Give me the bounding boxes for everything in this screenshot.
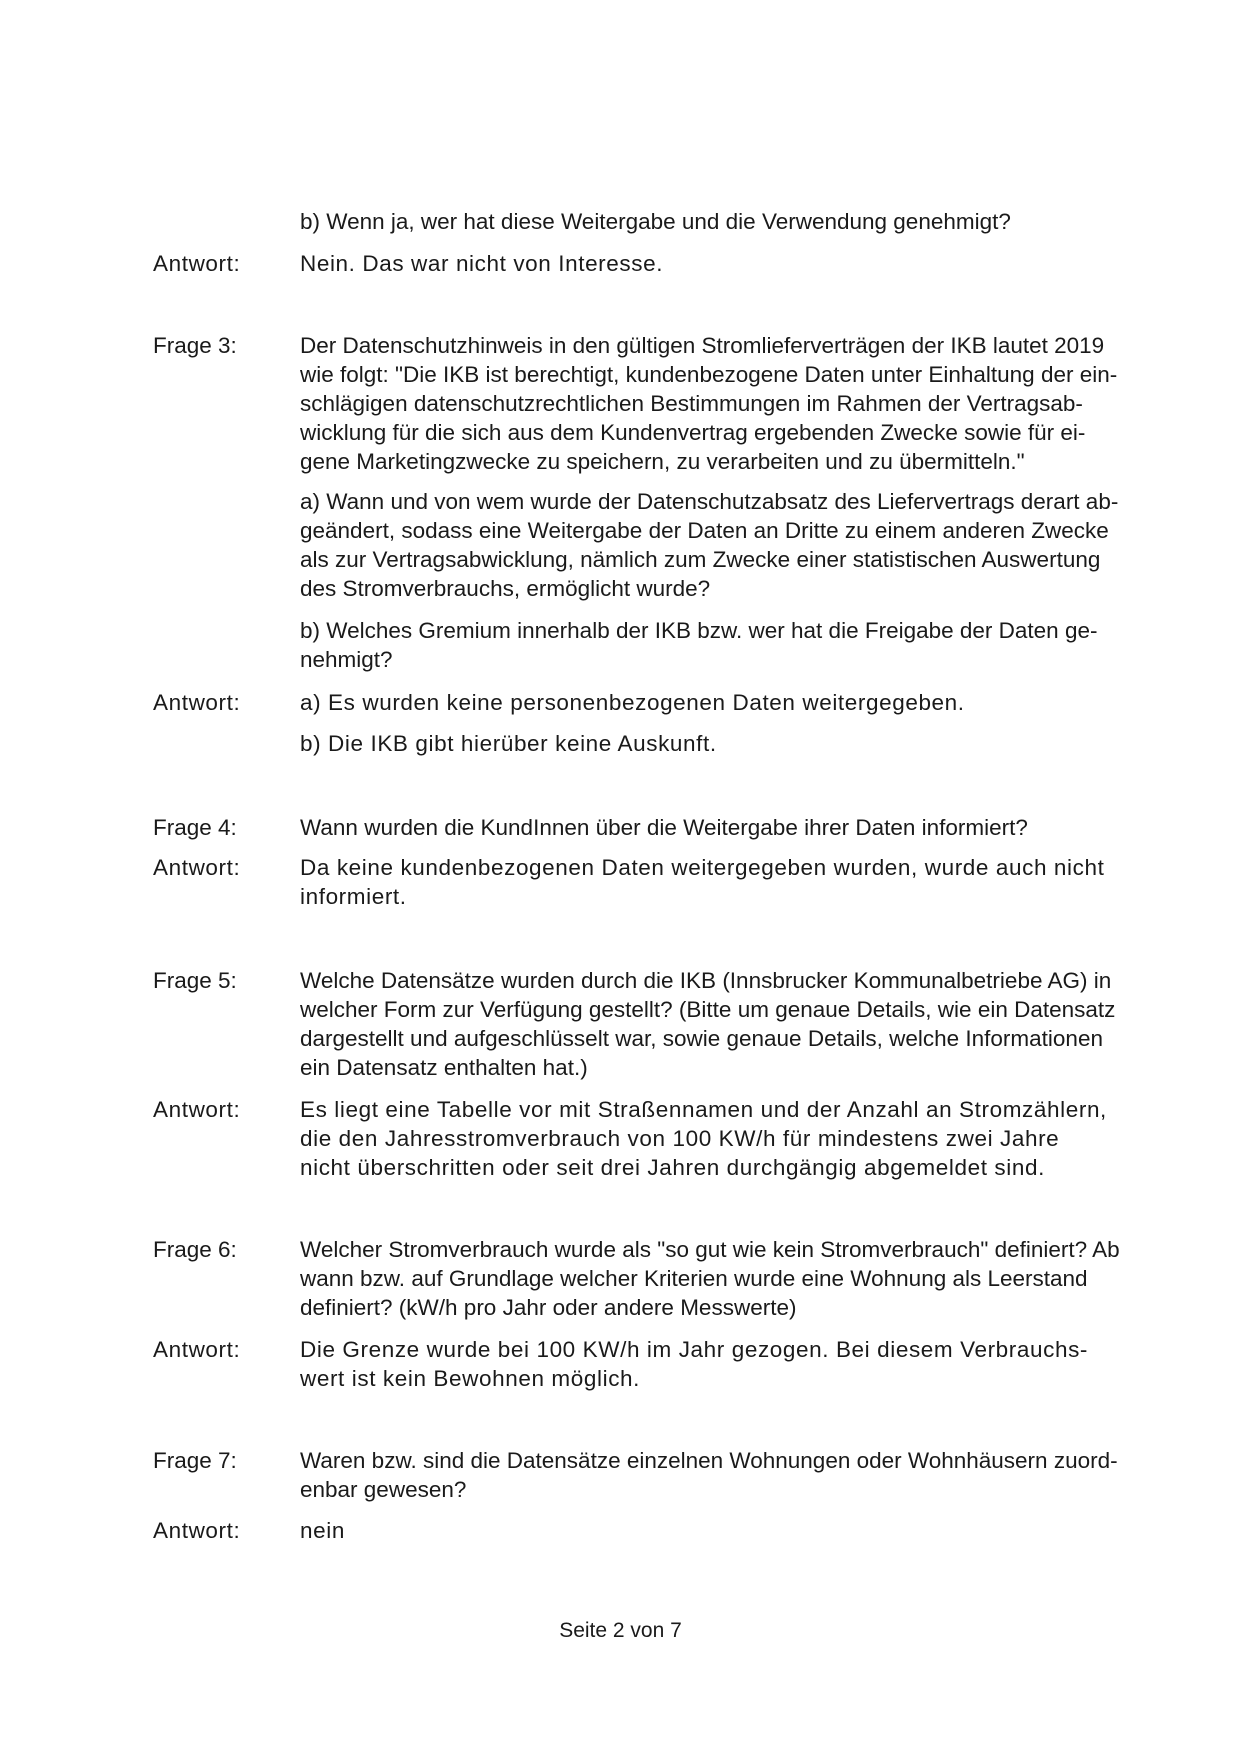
answer-label: Antwort: [153,1337,241,1362]
answer-7-text: nein [300,1518,345,1543]
question-label: Frage 5: [153,968,237,993]
answer-label: Antwort: [153,855,241,880]
answer-label: Antwort: [153,1518,241,1543]
question-label: Frage 6: [153,1237,237,1262]
answer-3a-text: a) Es wurden keine personenbezogenen Daten weitergegeben. [300,690,965,715]
question-6-text: Welcher Stromverbrauch wurde als "so gut wie kein Stromverbrauch" definiert? Ab wann bzw. auf Grundlage welcher Kriterien wurde eine Wohnung als Leerstand definiert? (kW/h pro Jahr oder andere Messwerte) [300,1237,1120,1320]
question-3b-text: b) Welches Gremium innerhalb der IKB bzw. wer hat die Freigabe der Daten ge- nehmigt? [300,618,1098,672]
question-label: Frage 7: [153,1448,237,1473]
question-4-text: Wann wurden die KundInnen über die Weitergabe ihrer Daten informiert? [300,815,1028,840]
answer-2b-text: Nein. Das war nicht von Interesse. [300,251,664,276]
question-5-text: Welche Datensätze wurden durch die IKB (Innsbrucker Kommunalbetriebe AG) in welcher Form zur Verfügung gestellt? (Bitte um genaue Details, wie ein Datensatz dargestellt und aufgeschlüsselt war, sowie genaue Details, welche Informationen ein Datensatz enthalten hat.) [300,968,1116,1080]
answer-4-text: Da keine kundenbezogenen Daten weitergegeben wurden, wurde auch nicht informiert. [300,855,1105,909]
answer-3b-text: b) Die IKB gibt hierüber keine Auskunft. [300,731,717,756]
answer-5-text: Es liegt eine Tabelle vor mit Straßennamen und der Anzahl an Stromzählern, die den Jahresstromverbrauch von 100 KW/h für mindestens zwei Jahre nicht überschritten oder seit drei Jahren durchgängig abgemeldet sind. [300,1097,1107,1180]
answer-label: Antwort: [153,690,241,715]
question-3a-text: a) Wann und von wem wurde der Datenschutzabsatz des Liefervertrags derart ab- geändert, sodass eine Weitergabe der Daten an Dritte zu einem anderen Zwecke als zur Vertragsabwicklung, nämlich zum Zwecke einer statistischen Auswertung des Stromverbrauchs, ermöglicht wurde? [300,489,1119,601]
question-2b-text: b) Wenn ja, wer hat diese Weitergabe und die Verwendung genehmigt? [300,209,1011,234]
answer-label: Antwort: [153,1097,241,1122]
answer-6-text: Die Grenze wurde bei 100 KW/h im Jahr gezogen. Bei diesem Verbrauchs- wert ist kein Bewohnen möglich. [300,1337,1089,1391]
answer-label: Antwort: [153,251,241,276]
question-7-text: Waren bzw. sind die Datensätze einzelnen Wohnungen oder Wohnhäusern zuord- enbar gewesen? [300,1448,1118,1502]
question-label: Frage 4: [153,815,237,840]
page-number: Seite 2 von 7 [559,1619,682,1642]
question-3-intro: Der Datenschutzhinweis in den gültigen Stromlieferverträgen der IKB lautet 2019 wie folgt: "Die IKB ist berechtigt, kundenbezogene Daten unter Einhaltung der ein- schlägigen datenschutzrechtlichen Bestimmungen im Rahmen der Vertragsab- wicklung für die sich aus dem Kundenvertrag ergebenden Zwecke sowie für ei- gene Marketingzwecke zu speichern, zu verarbeiten und zu übermitteln." [300,333,1118,474]
question-label: Frage 3: [153,333,237,358]
